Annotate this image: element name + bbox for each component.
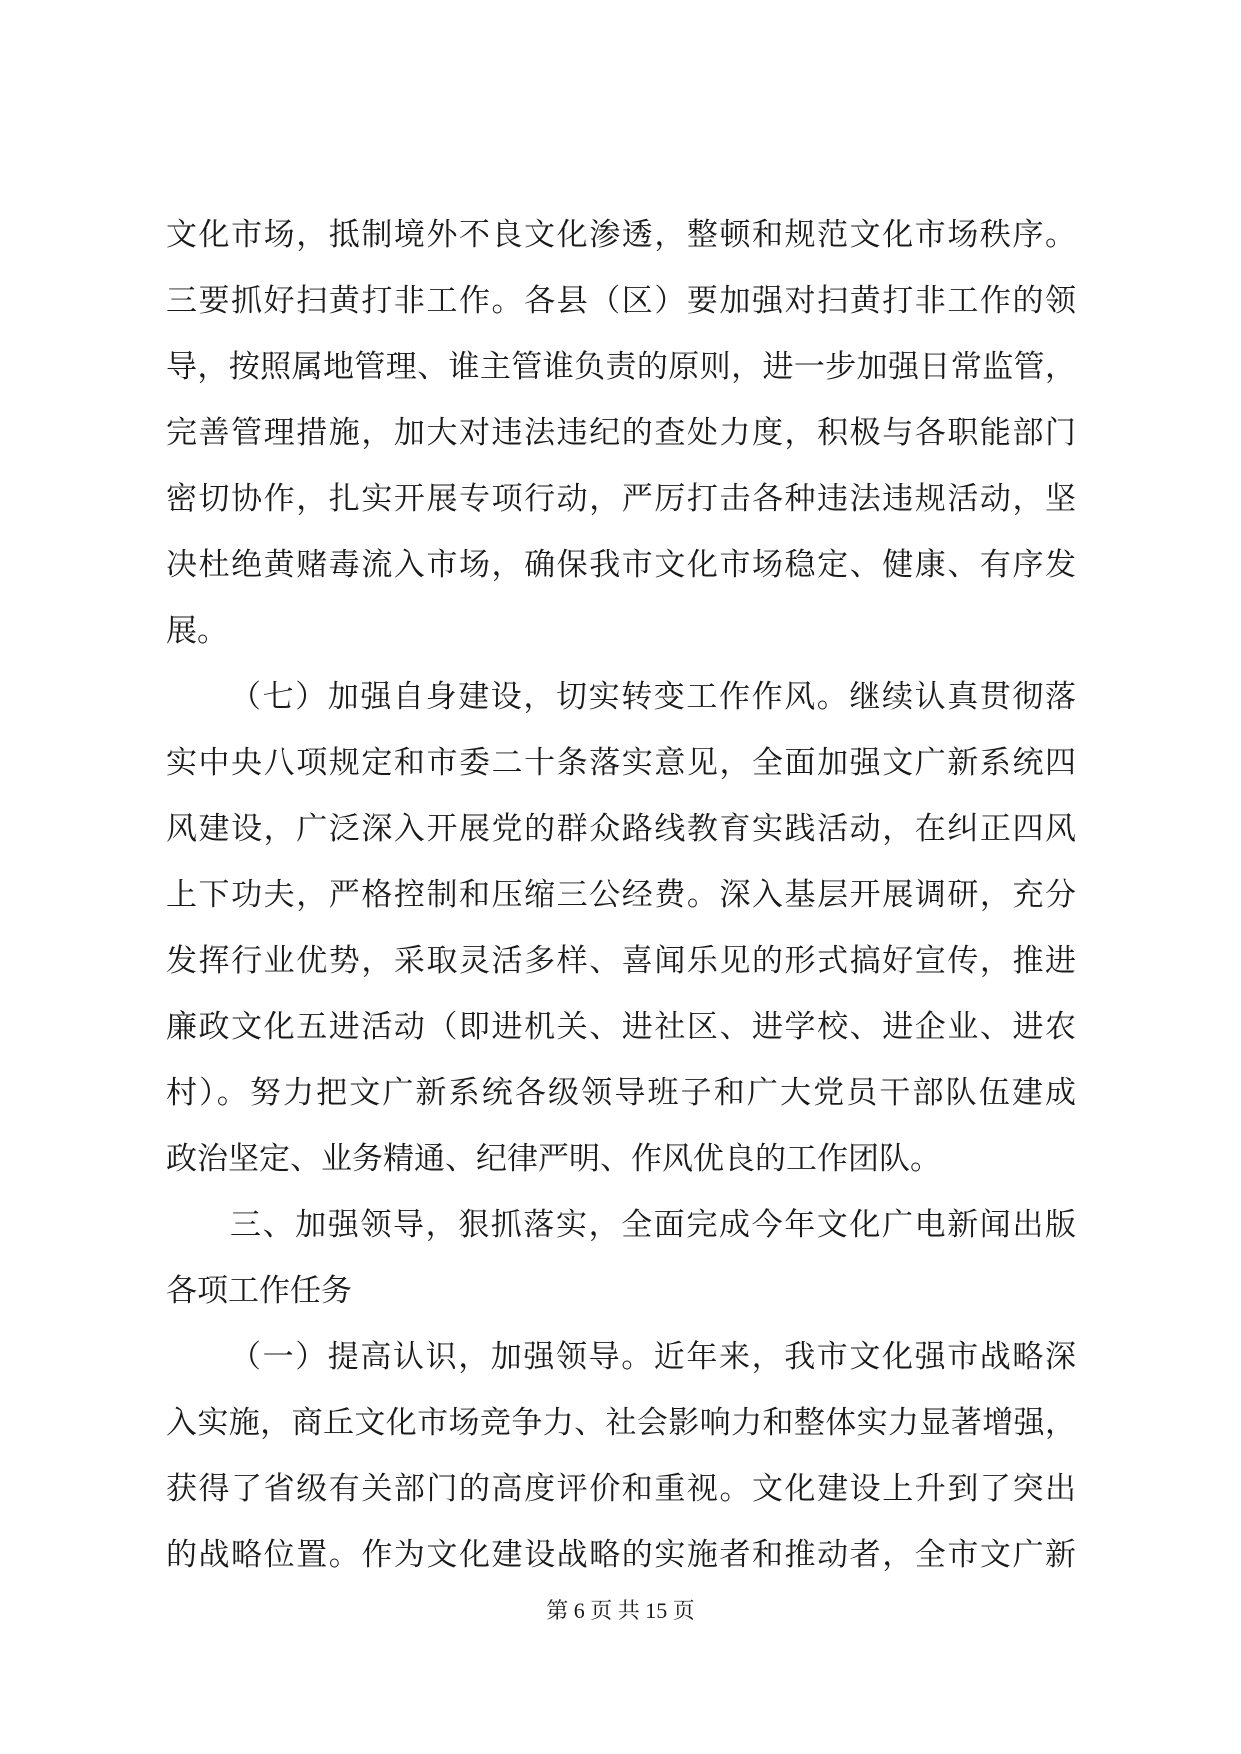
text-line: 入实施，商丘文化市场竞争力、社会影响力和整体实力显著增强，	[166, 1405, 1076, 1441]
text-line: 政治坚定、业务精通、纪律严明、作风优良的工作团队。	[166, 1141, 941, 1177]
section-heading-line: 三、加强领导，狠抓落实，全面完成今年文化广电新闻出版	[230, 1207, 1076, 1243]
text-line: 文化市场，抵制境外不良文化渗透，整顿和规范文化市场秩序。	[166, 217, 1076, 253]
text-line: 密切协作，扎实开展专项行动，严厉打击各种违法违规活动，坚	[166, 481, 1076, 517]
text-line: 三要抓好扫黄打非工作。各县（区）要加强对扫黄打非工作的领	[166, 283, 1076, 319]
section-heading-line: （一）提高认识，加强领导。近年来，我市文化强市战略深	[230, 1339, 1076, 1375]
text-line: 展。	[166, 613, 228, 649]
text-line: 获得了省级有关部门的高度评价和重视。文化建设上升到了突出	[166, 1471, 1076, 1507]
text-line: 决杜绝黄赌毒流入市场，确保我市文化市场稳定、健康、有序发	[166, 547, 1076, 583]
text-line: 村）。努力把文广新系统各级领导班子和广大党员干部队伍建成	[166, 1075, 1076, 1111]
text-line: 发挥行业优势，采取灵活多样、喜闻乐见的形式搞好宣传，推进	[166, 943, 1076, 979]
page-number-footer: 第 6 页 共 15 页	[546, 1598, 695, 1623]
section-heading-line: 各项工作任务	[166, 1273, 352, 1309]
section-heading-line: （七）加强自身建设，切实转变工作作风。继续认真贯彻落	[230, 679, 1076, 715]
text-line: 上下功夫，严格控制和压缩三公经费。深入基层开展调研，充分	[166, 877, 1076, 913]
text-line: 风建设，广泛深入开展党的群众路线教育实践活动，在纠正四风	[166, 811, 1076, 847]
document-body	[166, 202, 1076, 1588]
text-line: 完善管理措施，加大对违法违纪的查处力度，积极与各职能部门	[166, 415, 1076, 451]
text-line: 导，按照属地管理、谁主管谁负责的原则，进一步加强日常监管，	[166, 349, 1076, 385]
text-line: 实中央八项规定和市委二十条落实意见，全面加强文广新系统四	[166, 745, 1076, 781]
text-line: 廉政文化五进活动（即进机关、进社区、进学校、进企业、进农	[166, 1009, 1076, 1045]
text-line: 的战略位置。作为文化建设战略的实施者和推动者，全市文广新	[166, 1537, 1076, 1573]
